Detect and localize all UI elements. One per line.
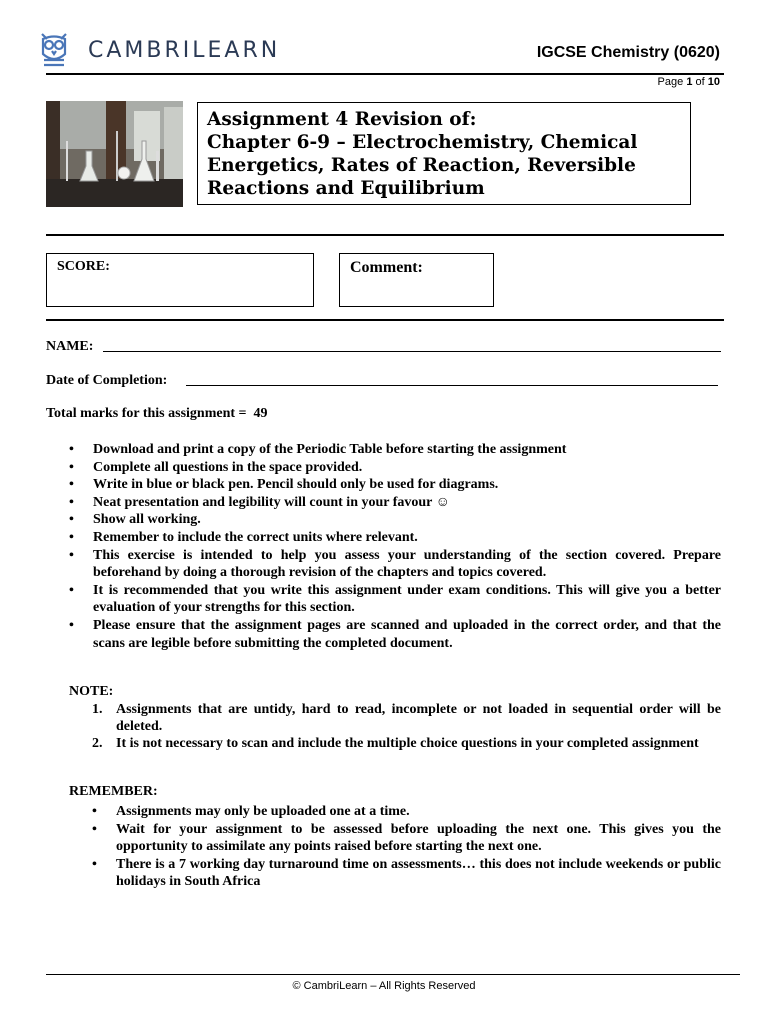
- list-item: • There is a 7 working day turnaround time on assessments… this does not include weekends or public holidays in South Africa: [116, 856, 721, 891]
- list-item: • Please ensure that the assignment pages are scanned and uploaded in the correct order, and that the scans are legible before submitting the completed document.: [93, 617, 721, 652]
- brand-name: CAMBRILEARN: [88, 38, 281, 63]
- list-item: 1. Assignments that are untidy, hard to read, incomplete or not loaded in sequential order will be deleted.: [92, 702, 721, 734]
- title-line: Assignment 4 Revision of:: [207, 109, 477, 130]
- owl-icon: [38, 30, 70, 68]
- list-item: • It is recommended that you write this assignment under exam conditions. This will give you a better evaluation of your strengths for this section.: [93, 582, 721, 617]
- total-marks: Total marks for this assignment = 49: [46, 406, 268, 421]
- list-item: • Complete all questions in the space provided.: [93, 459, 721, 477]
- note-list: [92, 701, 721, 752]
- list-item: • Download and print a copy of the Periodic Table before starting the assignment: [93, 441, 721, 459]
- brand-logo: [38, 30, 70, 68]
- footer-copyright: © CambriLearn – All Rights Reserved: [292, 980, 476, 992]
- name-label: NAME:: [46, 339, 94, 354]
- score-box[interactable]: [46, 253, 314, 307]
- list-item: • Show all working.: [93, 511, 721, 529]
- list-item: • Neat presentation and legibility will count in your favour ☺: [93, 494, 721, 512]
- list-item: • Assignments may only be uploaded one at a time.: [116, 803, 721, 821]
- list-item: 2. It is not necessary to scan and include the multiple choice questions in your completed assignment: [92, 736, 699, 751]
- name-field[interactable]: [103, 351, 721, 352]
- score-label: SCORE:: [57, 259, 110, 274]
- comment-box[interactable]: [339, 253, 494, 307]
- list-item: • Write in blue or black pen. Pencil should only be used for diagrams.: [93, 476, 721, 494]
- footer-rule: [46, 974, 740, 975]
- list-item: • Wait for your assignment to be assessed before uploading the next one. This gives you the opportunity to assimilate any points raised before starting the next one.: [116, 821, 721, 856]
- section-rule: [46, 319, 724, 321]
- lab-photo: [46, 101, 183, 207]
- note-heading: NOTE:: [69, 684, 114, 699]
- remember-heading: REMEMBER:: [69, 784, 158, 799]
- assignment-title-box: [197, 102, 691, 205]
- date-label: Date of Completion:: [46, 373, 168, 388]
- title-line: Chapter 6-9 – Electrochemistry, Chemical: [207, 132, 638, 153]
- course-title: IGCSE Chemistry (0620): [536, 44, 720, 61]
- list-item: • Remember to include the correct units where relevant.: [93, 529, 721, 547]
- date-field[interactable]: [186, 385, 718, 386]
- page-number: Page 1 of 10: [657, 76, 720, 88]
- total-marks-value: 49: [253, 406, 268, 421]
- title-line: Reactions and Equilibrium: [207, 178, 485, 199]
- instruction-list: [93, 441, 721, 652]
- comment-label: Comment:: [350, 259, 423, 276]
- list-item: • This exercise is intended to help you assess your understanding of the section covered. Prepare beforehand by doing a thorough revision of the chapters and topics covered.: [93, 547, 721, 582]
- section-rule: [46, 234, 724, 236]
- header-rule: [46, 73, 724, 75]
- title-line: Energetics, Rates of Reaction, Reversible: [207, 155, 636, 176]
- remember-list: [116, 803, 721, 891]
